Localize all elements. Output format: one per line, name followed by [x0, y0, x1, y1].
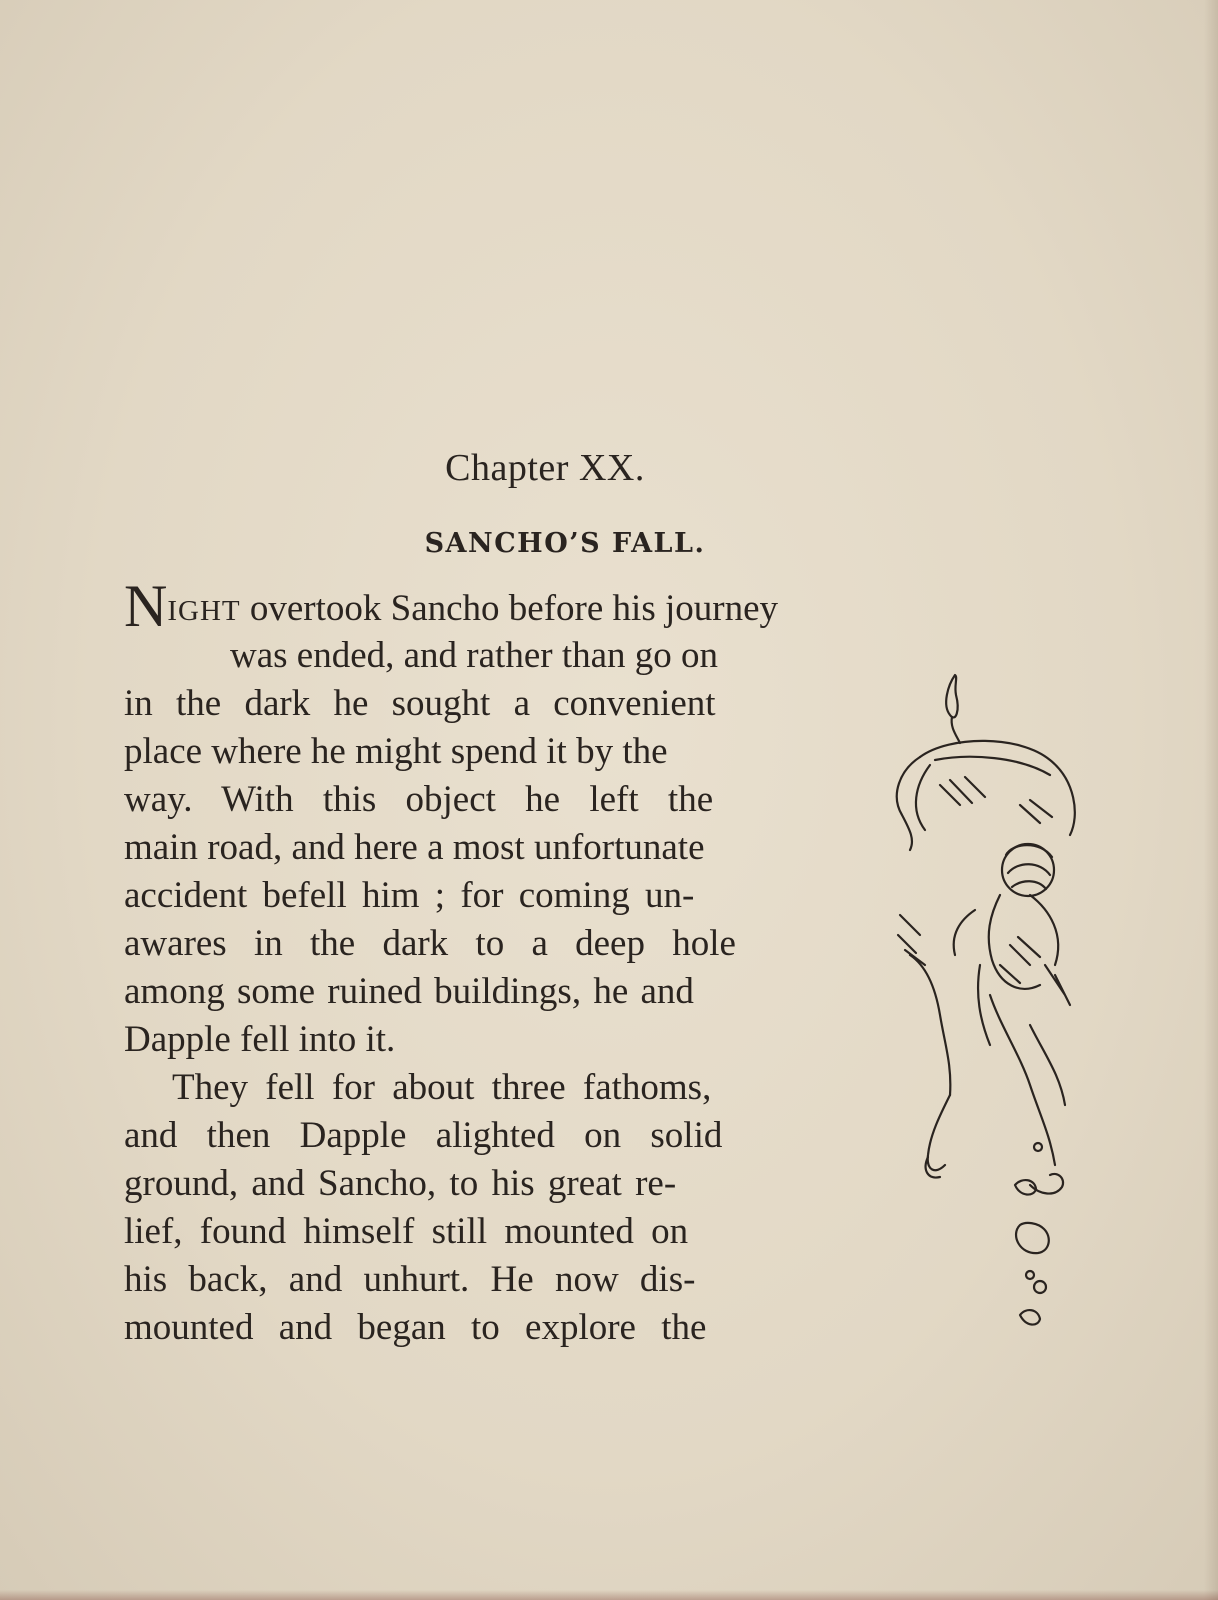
text-line: among some ruined buildings, he and	[124, 971, 694, 1012]
chapter-title: SANCHO’S FALL.	[424, 528, 706, 559]
drop-cap: N	[124, 573, 168, 639]
text-line: and then Dapple alighted on solid	[124, 1115, 723, 1156]
chapter-number: Chapter XX.	[445, 447, 645, 489]
text-line: was ended, and rather than go on	[230, 635, 719, 676]
text-line: lief, found himself still mounted on	[124, 1211, 689, 1252]
text-line: his back, and unhurt. He now dis-	[124, 1259, 696, 1300]
text-line: place where he might spend it by the	[124, 731, 668, 772]
text-line: Dapple fell into it.	[124, 1019, 396, 1060]
page-edge-shadow	[1204, 0, 1218, 1600]
small-caps-word: IGHT	[167, 595, 241, 627]
text-line: ground, and Sancho, to his great re-	[124, 1163, 677, 1204]
text-line: way. With this object he left the	[124, 779, 714, 820]
page-bottom-edge	[0, 1590, 1218, 1600]
text-line: in the dark he sought a convenient	[124, 683, 716, 724]
falling-figure-illustration	[880, 665, 1110, 1365]
text-line: awares in the dark to a deep hole	[124, 923, 736, 964]
text-line: main road, and here a most unfortunate	[124, 827, 705, 868]
text-line: accident befell him ; for coming un-	[124, 875, 695, 916]
text-line: mounted and began to explore the	[124, 1307, 707, 1348]
first-line-text: overtook Sancho before his journey	[240, 588, 778, 629]
text-line: They fell for about three fathoms,	[172, 1067, 712, 1108]
paragraph-first-line	[124, 573, 778, 639]
